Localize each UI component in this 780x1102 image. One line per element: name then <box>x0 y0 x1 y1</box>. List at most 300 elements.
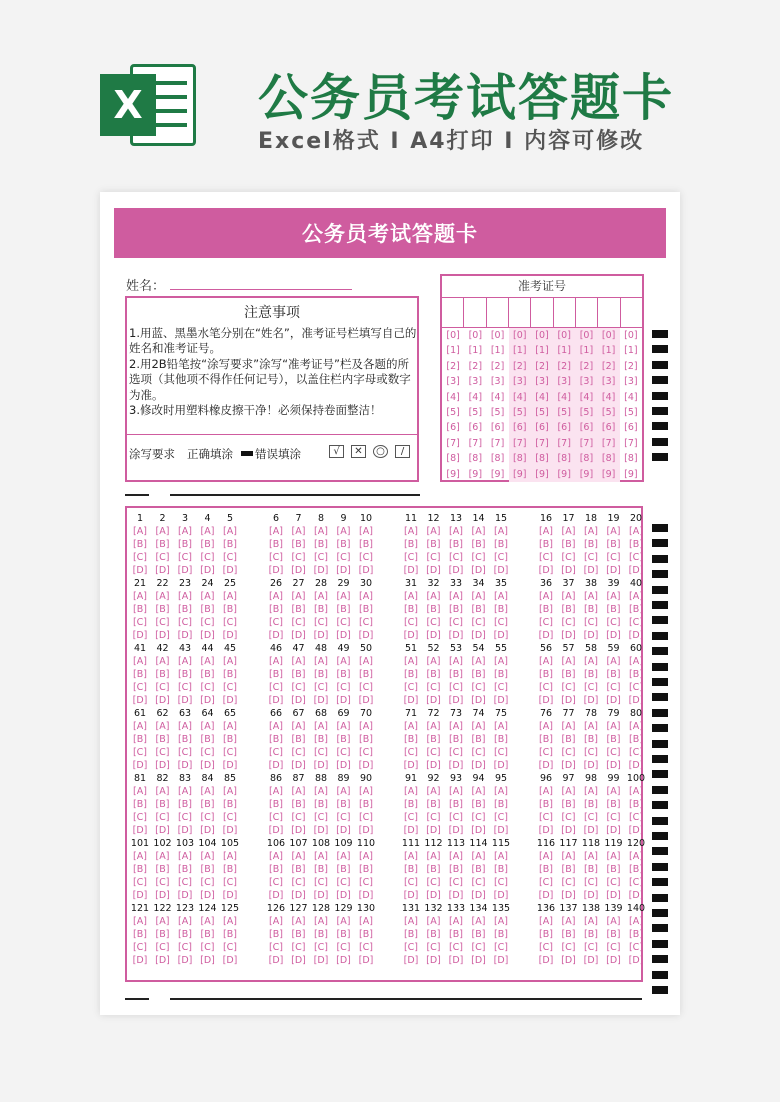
exam-digit-bubble[interactable]: [6] <box>535 422 549 434</box>
answer-bubble[interactable]: [C] <box>426 747 441 758</box>
answer-bubble[interactable]: [D] <box>200 825 215 836</box>
answer-bubble[interactable]: [D] <box>268 825 284 836</box>
answer-bubble[interactable]: [B] <box>359 604 373 615</box>
answer-bubble[interactable]: [B] <box>426 799 441 810</box>
answer-bubble[interactable]: [D] <box>291 695 306 706</box>
exam-digit-bubble[interactable]: [0] <box>513 330 527 341</box>
answer-bubble[interactable]: [A] <box>426 916 441 927</box>
answer-bubble[interactable]: [A] <box>359 916 373 927</box>
exam-digit-bubble[interactable]: [2] <box>535 360 549 372</box>
answer-bubble[interactable]: [C] <box>177 812 193 823</box>
answer-bubble[interactable]: [A] <box>539 526 553 537</box>
answer-bubble[interactable]: [B] <box>629 734 643 745</box>
answer-bubble[interactable]: [A] <box>584 721 598 732</box>
exam-digit-bubble[interactable]: [1] <box>468 345 483 357</box>
answer-bubble[interactable]: [D] <box>132 760 148 771</box>
answer-bubble[interactable]: [C] <box>471 747 486 758</box>
answer-bubble[interactable]: [A] <box>155 786 170 797</box>
answer-bubble[interactable]: [A] <box>223 786 237 797</box>
answer-bubble[interactable]: [A] <box>133 656 147 667</box>
answer-bubble[interactable]: [C] <box>155 942 170 953</box>
answer-bubble[interactable]: [C] <box>538 812 554 823</box>
exam-digit-bubble[interactable]: [8] <box>579 453 594 465</box>
answer-bubble[interactable]: [D] <box>493 825 509 836</box>
answer-bubble[interactable]: [B] <box>314 734 328 745</box>
answer-bubble[interactable]: [A] <box>359 656 373 667</box>
answer-bubble[interactable]: [D] <box>358 565 374 576</box>
answer-bubble[interactable]: [B] <box>223 669 237 680</box>
answer-bubble[interactable]: [B] <box>155 799 170 810</box>
answer-bubble[interactable]: [D] <box>222 760 238 771</box>
answer-bubble[interactable]: [B] <box>539 734 553 745</box>
answer-bubble[interactable]: [C] <box>358 552 374 563</box>
answer-bubble[interactable]: [C] <box>403 877 419 888</box>
answer-bubble[interactable]: [C] <box>200 877 215 888</box>
answer-bubble[interactable]: [D] <box>426 565 441 576</box>
exam-digit-bubble[interactable]: [9] <box>624 468 638 480</box>
answer-bubble[interactable]: [A] <box>561 851 576 862</box>
answer-bubble[interactable]: [D] <box>448 890 464 901</box>
answer-bubble[interactable]: [D] <box>313 565 329 576</box>
answer-bubble[interactable]: [B] <box>269 604 283 615</box>
answer-bubble[interactable]: [B] <box>449 864 463 875</box>
answer-bubble[interactable]: [C] <box>493 552 509 563</box>
answer-bubble[interactable]: [A] <box>426 591 441 602</box>
answer-bubble[interactable]: [C] <box>561 942 576 953</box>
answer-bubble[interactable]: [C] <box>426 812 441 823</box>
answer-bubble[interactable]: [B] <box>200 539 215 550</box>
answer-bubble[interactable]: [B] <box>584 539 598 550</box>
answer-bubble[interactable]: [D] <box>177 760 193 771</box>
answer-bubble[interactable]: [A] <box>629 916 643 927</box>
answer-bubble[interactable]: [A] <box>359 591 373 602</box>
answer-bubble[interactable]: [A] <box>561 526 576 537</box>
answer-bubble[interactable]: [B] <box>269 864 283 875</box>
answer-bubble[interactable]: [B] <box>223 539 237 550</box>
answer-bubble[interactable]: [A] <box>404 591 418 602</box>
answer-bubble[interactable]: [C] <box>155 682 170 693</box>
answer-bubble[interactable]: [A] <box>155 656 170 667</box>
answer-bubble[interactable]: [B] <box>584 864 598 875</box>
answer-bubble[interactable]: [A] <box>291 916 306 927</box>
answer-bubble[interactable]: [C] <box>471 812 486 823</box>
answer-bubble[interactable]: [D] <box>313 760 329 771</box>
answer-bubble[interactable]: [C] <box>471 552 486 563</box>
answer-bubble[interactable]: [C] <box>538 682 554 693</box>
answer-bubble[interactable]: [D] <box>493 695 509 706</box>
answer-bubble[interactable]: [B] <box>539 864 553 875</box>
answer-bubble[interactable]: [B] <box>629 929 643 940</box>
answer-bubble[interactable]: [C] <box>471 942 486 953</box>
answer-bubble[interactable]: [D] <box>426 630 441 641</box>
answer-bubble[interactable]: [D] <box>426 955 441 966</box>
answer-bubble[interactable]: [A] <box>314 721 328 732</box>
exam-digit-bubble[interactable]: [0] <box>535 330 549 341</box>
exam-digit-bubble[interactable]: [4] <box>579 391 594 403</box>
answer-bubble[interactable]: [B] <box>606 669 621 680</box>
answer-bubble[interactable]: [D] <box>583 825 599 836</box>
answer-bubble[interactable]: [D] <box>471 695 486 706</box>
answer-bubble[interactable]: [C] <box>291 747 306 758</box>
answer-bubble[interactable]: [B] <box>494 864 508 875</box>
answer-bubble[interactable]: [C] <box>426 617 441 628</box>
exam-digit-bubble[interactable]: [1] <box>446 345 460 357</box>
answer-bubble[interactable]: [C] <box>561 682 576 693</box>
answer-bubble[interactable]: [C] <box>132 942 148 953</box>
answer-bubble[interactable]: [B] <box>629 864 643 875</box>
answer-bubble[interactable]: [A] <box>291 851 306 862</box>
answer-bubble[interactable]: [A] <box>178 916 192 927</box>
answer-bubble[interactable]: [B] <box>314 669 328 680</box>
answer-bubble[interactable]: [C] <box>177 552 193 563</box>
answer-bubble[interactable]: [C] <box>426 682 441 693</box>
answer-bubble[interactable]: [B] <box>629 604 643 615</box>
answer-bubble[interactable]: [B] <box>561 604 576 615</box>
exam-digit-bubble[interactable]: [5] <box>535 406 549 418</box>
answer-bubble[interactable]: [B] <box>291 669 306 680</box>
answer-bubble[interactable]: [D] <box>336 565 351 576</box>
answer-bubble[interactable]: [C] <box>606 942 621 953</box>
answer-bubble[interactable]: [D] <box>493 955 509 966</box>
answer-bubble[interactable]: [B] <box>291 799 306 810</box>
answer-bubble[interactable]: [C] <box>403 552 419 563</box>
answer-bubble[interactable]: [D] <box>132 890 148 901</box>
answer-bubble[interactable]: [C] <box>628 812 644 823</box>
answer-bubble[interactable]: [C] <box>222 942 238 953</box>
answer-bubble[interactable]: [A] <box>314 591 328 602</box>
answer-bubble[interactable]: [B] <box>269 799 283 810</box>
answer-bubble[interactable]: [B] <box>561 864 576 875</box>
answer-bubble[interactable]: [B] <box>449 734 463 745</box>
answer-bubble[interactable]: [A] <box>336 526 351 537</box>
answer-bubble[interactable]: [A] <box>133 721 147 732</box>
answer-bubble[interactable]: [D] <box>358 630 374 641</box>
answer-bubble[interactable]: [C] <box>313 617 329 628</box>
answer-bubble[interactable]: [A] <box>449 721 463 732</box>
exam-number-cell[interactable] <box>621 298 642 327</box>
answer-bubble[interactable]: [C] <box>583 682 599 693</box>
answer-bubble[interactable]: [C] <box>403 812 419 823</box>
answer-bubble[interactable]: [D] <box>538 630 554 641</box>
answer-bubble[interactable]: [A] <box>561 591 576 602</box>
answer-bubble[interactable]: [B] <box>133 539 147 550</box>
answer-bubble[interactable]: [C] <box>268 942 284 953</box>
answer-bubble[interactable]: [B] <box>336 734 351 745</box>
answer-bubble[interactable]: [D] <box>538 955 554 966</box>
answer-bubble[interactable]: [D] <box>426 760 441 771</box>
answer-bubble[interactable]: [A] <box>404 916 418 927</box>
answer-bubble[interactable]: [C] <box>336 942 351 953</box>
exam-digit-bubble[interactable]: [3] <box>490 376 505 388</box>
exam-number-cell[interactable] <box>464 298 486 327</box>
answer-bubble[interactable]: [B] <box>155 929 170 940</box>
answer-bubble[interactable]: [D] <box>561 955 576 966</box>
answer-bubble[interactable]: [B] <box>314 799 328 810</box>
answer-bubble[interactable]: [A] <box>133 916 147 927</box>
answer-bubble[interactable]: [D] <box>155 630 170 641</box>
answer-bubble[interactable]: [D] <box>336 760 351 771</box>
answer-bubble[interactable]: [B] <box>426 539 441 550</box>
answer-bubble[interactable]: [A] <box>178 591 192 602</box>
answer-bubble[interactable]: [B] <box>584 604 598 615</box>
answer-bubble[interactable]: [C] <box>426 877 441 888</box>
exam-digit-bubble[interactable]: [8] <box>490 453 505 465</box>
answer-bubble[interactable]: [D] <box>155 825 170 836</box>
answer-bubble[interactable]: [D] <box>538 565 554 576</box>
answer-bubble[interactable]: [A] <box>404 721 418 732</box>
answer-bubble[interactable]: [A] <box>404 786 418 797</box>
answer-bubble[interactable]: [D] <box>222 630 238 641</box>
answer-bubble[interactable]: [D] <box>268 955 284 966</box>
answer-bubble[interactable]: [A] <box>269 526 283 537</box>
exam-digit-bubble[interactable]: [3] <box>557 376 571 388</box>
answer-bubble[interactable]: [C] <box>222 877 238 888</box>
answer-bubble[interactable]: [C] <box>628 747 644 758</box>
exam-digit-bubble[interactable]: [6] <box>601 422 616 434</box>
answer-bubble[interactable]: [B] <box>561 799 576 810</box>
answer-bubble[interactable]: [D] <box>200 955 215 966</box>
answer-bubble[interactable]: [B] <box>359 799 373 810</box>
answer-bubble[interactable]: [C] <box>155 552 170 563</box>
answer-bubble[interactable]: [B] <box>539 539 553 550</box>
answer-bubble[interactable]: [D] <box>313 890 329 901</box>
answer-bubble[interactable]: [B] <box>629 669 643 680</box>
exam-digit-bubble[interactable]: [8] <box>468 453 483 465</box>
exam-number-cell[interactable] <box>509 298 531 327</box>
answer-bubble[interactable]: [A] <box>471 916 486 927</box>
answer-bubble[interactable]: [B] <box>133 799 147 810</box>
answer-bubble[interactable]: [C] <box>426 552 441 563</box>
answer-bubble[interactable]: [C] <box>222 617 238 628</box>
exam-digit-bubble[interactable]: [5] <box>601 406 616 418</box>
answer-bubble[interactable]: [D] <box>177 955 193 966</box>
answer-bubble[interactable]: [A] <box>629 526 643 537</box>
answer-bubble[interactable]: [C] <box>448 747 464 758</box>
answer-bubble[interactable]: [B] <box>539 799 553 810</box>
answer-bubble[interactable]: [A] <box>155 591 170 602</box>
answer-bubble[interactable]: [B] <box>133 604 147 615</box>
exam-digit-bubble[interactable]: [7] <box>513 437 527 449</box>
exam-digit-bubble[interactable]: [6] <box>513 422 527 434</box>
answer-bubble[interactable]: [C] <box>628 942 644 953</box>
answer-bubble[interactable]: [B] <box>561 929 576 940</box>
answer-bubble[interactable]: [D] <box>448 630 464 641</box>
answer-bubble[interactable]: [A] <box>291 526 306 537</box>
exam-digit-bubble[interactable]: [3] <box>468 376 483 388</box>
answer-bubble[interactable]: [B] <box>178 929 192 940</box>
exam-digit-bubble[interactable]: [7] <box>557 437 571 449</box>
answer-bubble[interactable]: [C] <box>493 942 509 953</box>
answer-bubble[interactable]: [D] <box>583 760 599 771</box>
answer-bubble[interactable]: [A] <box>269 656 283 667</box>
answer-bubble[interactable]: [C] <box>336 747 351 758</box>
answer-bubble[interactable]: [B] <box>155 604 170 615</box>
answer-bubble[interactable]: [B] <box>133 669 147 680</box>
answer-bubble[interactable]: [C] <box>358 812 374 823</box>
answer-bubble[interactable]: [A] <box>561 916 576 927</box>
answer-bubble[interactable]: [D] <box>200 695 215 706</box>
exam-digit-bubble[interactable]: [8] <box>624 453 638 465</box>
answer-bubble[interactable]: [D] <box>132 565 148 576</box>
answer-bubble[interactable]: [D] <box>200 630 215 641</box>
exam-digit-bubble[interactable]: [9] <box>535 468 549 480</box>
exam-number-cell[interactable] <box>576 298 598 327</box>
answer-bubble[interactable]: [D] <box>561 695 576 706</box>
answer-bubble[interactable]: [A] <box>314 916 328 927</box>
answer-bubble[interactable]: [C] <box>606 877 621 888</box>
answer-bubble[interactable]: [B] <box>314 929 328 940</box>
answer-bubble[interactable]: [A] <box>155 916 170 927</box>
answer-bubble[interactable]: [A] <box>200 591 215 602</box>
answer-bubble[interactable]: [A] <box>133 591 147 602</box>
answer-bubble[interactable]: [C] <box>538 552 554 563</box>
answer-bubble[interactable]: [D] <box>132 825 148 836</box>
exam-digit-bubble[interactable]: [8] <box>557 453 571 465</box>
answer-bubble[interactable]: [B] <box>200 669 215 680</box>
answer-bubble[interactable]: [C] <box>583 617 599 628</box>
answer-bubble[interactable]: [D] <box>268 890 284 901</box>
answer-bubble[interactable]: [D] <box>403 565 419 576</box>
answer-bubble[interactable]: [C] <box>538 617 554 628</box>
answer-bubble[interactable]: [D] <box>155 695 170 706</box>
exam-digit-bubble[interactable]: [5] <box>468 406 483 418</box>
exam-digit-bubble[interactable]: [2] <box>624 360 638 372</box>
answer-bubble[interactable]: [A] <box>539 721 553 732</box>
answer-bubble[interactable]: [D] <box>222 565 238 576</box>
answer-bubble[interactable]: [A] <box>494 526 508 537</box>
answer-bubble[interactable]: [C] <box>268 877 284 888</box>
answer-bubble[interactable]: [C] <box>336 877 351 888</box>
answer-bubble[interactable]: [B] <box>133 864 147 875</box>
answer-bubble[interactable]: [D] <box>222 955 238 966</box>
answer-bubble[interactable]: [B] <box>223 929 237 940</box>
exam-number-cell[interactable] <box>487 298 509 327</box>
answer-bubble[interactable]: [B] <box>561 734 576 745</box>
exam-digit-bubble[interactable]: [7] <box>579 437 594 449</box>
answer-bubble[interactable]: [C] <box>561 747 576 758</box>
answer-bubble[interactable]: [A] <box>404 526 418 537</box>
answer-bubble[interactable]: [A] <box>178 786 192 797</box>
answer-bubble[interactable]: [C] <box>313 552 329 563</box>
answer-bubble[interactable]: [C] <box>200 552 215 563</box>
answer-bubble[interactable]: [B] <box>539 929 553 940</box>
answer-bubble[interactable]: [B] <box>155 864 170 875</box>
exam-digit-bubble[interactable]: [6] <box>624 422 638 434</box>
exam-digit-bubble[interactable]: [9] <box>490 468 505 480</box>
answer-bubble[interactable]: [C] <box>538 877 554 888</box>
answer-bubble[interactable]: [B] <box>606 799 621 810</box>
answer-bubble[interactable]: [D] <box>493 890 509 901</box>
answer-bubble[interactable]: [C] <box>222 812 238 823</box>
exam-digit-bubble[interactable]: [2] <box>490 360 505 372</box>
answer-bubble[interactable]: [C] <box>222 682 238 693</box>
answer-bubble[interactable]: [B] <box>269 669 283 680</box>
answer-bubble[interactable]: [C] <box>291 942 306 953</box>
answer-bubble[interactable]: [C] <box>177 877 193 888</box>
answer-bubble[interactable]: [D] <box>222 825 238 836</box>
answer-bubble[interactable]: [C] <box>132 617 148 628</box>
answer-bubble[interactable]: [B] <box>426 669 441 680</box>
answer-bubble[interactable]: [D] <box>538 890 554 901</box>
answer-bubble[interactable]: [B] <box>584 799 598 810</box>
answer-bubble[interactable]: [C] <box>471 877 486 888</box>
answer-bubble[interactable]: [B] <box>178 734 192 745</box>
answer-bubble[interactable]: [B] <box>584 669 598 680</box>
answer-bubble[interactable]: [C] <box>268 552 284 563</box>
exam-digit-bubble[interactable]: [3] <box>513 376 527 388</box>
answer-bubble[interactable]: [B] <box>404 929 418 940</box>
exam-digit-bubble[interactable]: [5] <box>446 406 460 418</box>
answer-bubble[interactable]: [C] <box>606 617 621 628</box>
exam-number-cell[interactable] <box>442 298 464 327</box>
answer-bubble[interactable]: [B] <box>269 734 283 745</box>
name-field[interactable] <box>170 289 352 290</box>
answer-bubble[interactable]: [B] <box>359 929 373 940</box>
answer-bubble[interactable]: [B] <box>449 669 463 680</box>
answer-bubble[interactable]: [D] <box>358 825 374 836</box>
answer-bubble[interactable]: [D] <box>606 825 621 836</box>
answer-bubble[interactable]: [B] <box>494 539 508 550</box>
answer-bubble[interactable]: [B] <box>606 929 621 940</box>
answer-bubble[interactable]: [C] <box>606 682 621 693</box>
answer-bubble[interactable]: [C] <box>291 682 306 693</box>
answer-bubble[interactable]: [B] <box>471 734 486 745</box>
exam-digit-bubble[interactable]: [1] <box>579 345 594 357</box>
answer-bubble[interactable]: [D] <box>336 890 351 901</box>
answer-bubble[interactable]: [A] <box>561 786 576 797</box>
answer-bubble[interactable]: [A] <box>336 591 351 602</box>
answer-bubble[interactable]: [C] <box>268 682 284 693</box>
answer-bubble[interactable]: [D] <box>606 695 621 706</box>
answer-bubble[interactable]: [A] <box>629 851 643 862</box>
exam-digit-bubble[interactable]: [9] <box>446 468 460 480</box>
answer-bubble[interactable]: [D] <box>222 890 238 901</box>
answer-bubble[interactable]: [A] <box>584 851 598 862</box>
exam-digit-bubble[interactable]: [7] <box>468 437 483 449</box>
answer-bubble[interactable]: [D] <box>471 890 486 901</box>
answer-bubble[interactable]: [A] <box>200 526 215 537</box>
answer-bubble[interactable]: [D] <box>583 955 599 966</box>
answer-bubble[interactable]: [B] <box>471 604 486 615</box>
answer-bubble[interactable]: [C] <box>177 747 193 758</box>
exam-digit-bubble[interactable]: [7] <box>490 437 505 449</box>
answer-bubble[interactable]: [D] <box>606 760 621 771</box>
answer-bubble[interactable]: [D] <box>471 565 486 576</box>
answer-bubble[interactable]: [D] <box>426 695 441 706</box>
answer-bubble[interactable]: [A] <box>336 916 351 927</box>
exam-digit-bubble[interactable]: [4] <box>446 391 460 403</box>
answer-bubble[interactable]: [C] <box>313 877 329 888</box>
answer-bubble[interactable]: [C] <box>403 682 419 693</box>
answer-bubble[interactable]: [C] <box>606 747 621 758</box>
answer-bubble[interactable]: [A] <box>178 721 192 732</box>
answer-bubble[interactable]: [B] <box>200 929 215 940</box>
answer-bubble[interactable]: [D] <box>177 825 193 836</box>
answer-bubble[interactable]: [B] <box>426 604 441 615</box>
answer-bubble[interactable]: [D] <box>493 760 509 771</box>
answer-bubble[interactable]: [A] <box>584 656 598 667</box>
exam-digit-bubble[interactable]: [2] <box>557 360 571 372</box>
answer-bubble[interactable]: [A] <box>471 721 486 732</box>
answer-bubble[interactable]: [B] <box>291 604 306 615</box>
answer-bubble[interactable]: [C] <box>336 617 351 628</box>
exam-digit-bubble[interactable]: [4] <box>490 391 505 403</box>
answer-bubble[interactable]: [A] <box>336 851 351 862</box>
answer-bubble[interactable]: [A] <box>584 786 598 797</box>
answer-bubble[interactable]: [B] <box>404 799 418 810</box>
answer-bubble[interactable]: [C] <box>313 812 329 823</box>
answer-bubble[interactable]: [B] <box>269 539 283 550</box>
